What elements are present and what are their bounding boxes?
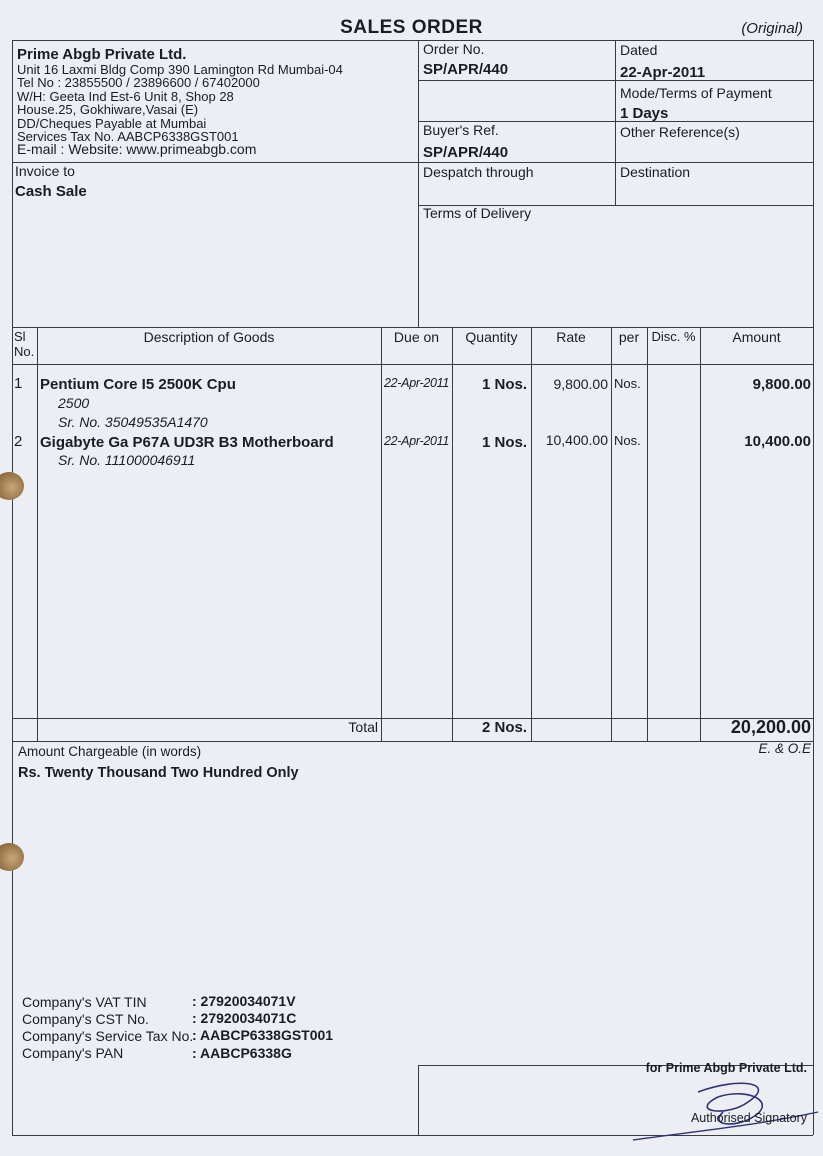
destination-label: Destination bbox=[620, 164, 691, 180]
buyers-ref-label: Buyer's Ref. bbox=[423, 122, 499, 138]
authorised-signatory: Authorised Signatory bbox=[690, 1111, 807, 1125]
tax-value-vat: : 27920034071V bbox=[192, 993, 296, 1009]
copy-type: (Original) bbox=[741, 20, 803, 37]
row-sl: 2 bbox=[14, 433, 23, 450]
row-quantity: 1 Nos. bbox=[481, 434, 527, 451]
col-due-on-header: Due on bbox=[393, 329, 440, 345]
eoe-label: E. & O.E bbox=[758, 741, 811, 756]
col-sl-line1: Sl bbox=[14, 329, 26, 344]
col-description-header: Description of Goods bbox=[143, 329, 275, 345]
tax-value-service: : AABCP6338GST001 bbox=[192, 1027, 334, 1043]
tax-label-vat: Company's VAT TIN bbox=[22, 994, 147, 1010]
seller-address bbox=[17, 63, 343, 157]
mode-value: 1 Days bbox=[620, 105, 669, 122]
seller-name: Prime Abgb Private Ltd. bbox=[17, 46, 187, 63]
col-rate-header: Rate bbox=[556, 329, 586, 345]
document-title: SALES ORDER bbox=[340, 17, 483, 38]
order-no-label: Order No. bbox=[423, 41, 485, 57]
invoice-to-value: Cash Sale bbox=[15, 183, 87, 200]
mode-label: Mode/Terms of Payment bbox=[620, 85, 772, 101]
row-quantity: 1 Nos. bbox=[481, 376, 527, 393]
col-amount-header: Amount bbox=[732, 329, 781, 345]
total-label: Total bbox=[348, 719, 378, 735]
words-label: Amount Chargeable (in words) bbox=[18, 744, 202, 759]
punch-hole-icon bbox=[0, 843, 24, 871]
punch-hole-icon bbox=[0, 472, 24, 500]
words-value: Rs. Twenty Thousand Two Hundred Only bbox=[18, 765, 299, 781]
seller-address-line: Tel No : 23855500 / 23896600 / 67402000 bbox=[17, 75, 260, 91]
col-sl-line2: No. bbox=[14, 344, 35, 359]
dated-value: 22-Apr-2011 bbox=[620, 64, 706, 81]
row-item-sub: 2500 bbox=[58, 395, 90, 411]
row-due-on: 22-Apr-2011 bbox=[384, 376, 450, 390]
seller-address-line: House.25, Gokhiware,Vasai (E) bbox=[17, 102, 199, 118]
signature-for-label: for Prime Abgb Private Ltd. bbox=[645, 1061, 807, 1075]
terms-label: Terms of Delivery bbox=[423, 205, 532, 221]
despatch-label: Despatch through bbox=[423, 164, 534, 180]
row-rate: 9,800.00 bbox=[553, 376, 608, 392]
row-item-serial: Sr. No. 35049535A1470 bbox=[58, 414, 208, 430]
tax-label-cst: Company's CST No. bbox=[22, 1011, 149, 1027]
other-ref-label: Other Reference(s) bbox=[620, 124, 740, 140]
row-amount: 9,800.00 bbox=[752, 376, 811, 393]
buyers-ref-value: SP/APR/440 bbox=[423, 144, 509, 161]
seller-address-line: Unit 16 Laxmi Bldg Comp 390 Lamington Rd Mumbai-04 bbox=[17, 62, 343, 77]
tax-label-pan: Company's PAN bbox=[22, 1045, 124, 1061]
signature-scribble-icon bbox=[628, 1072, 823, 1142]
col-quantity-header: Quantity bbox=[465, 329, 518, 345]
row-sl: 1 bbox=[14, 375, 23, 392]
order-no-value: SP/APR/440 bbox=[423, 61, 509, 78]
seller-address-line: DD/Cheques Payable at Mumbai bbox=[17, 115, 207, 131]
total-amount: 20,200.00 bbox=[730, 717, 811, 737]
tax-value-pan: : AABCP6338G bbox=[192, 1045, 292, 1061]
col-disc-header: Disc. % bbox=[651, 329, 696, 344]
row-item-name: Pentium Core I5 2500K Cpu bbox=[40, 376, 236, 393]
seller-address-line: W/H: Geeta Ind Est-6 Unit 8, Shop 28 bbox=[17, 88, 234, 104]
tax-label-service: Company's Service Tax No. bbox=[22, 1028, 194, 1044]
seller-address-line: Services Tax No. AABCP6338GST001 bbox=[17, 129, 239, 145]
col-sl-header bbox=[14, 329, 34, 359]
row-item-serial: Sr. No. 111000046911 bbox=[58, 452, 196, 468]
row-due-on: 22-Apr-2011 bbox=[384, 434, 450, 448]
dated-label: Dated bbox=[620, 42, 658, 58]
seller-address-line: E-mail : Website: www.primeabgb.com bbox=[17, 141, 257, 158]
row-per: Nos. bbox=[614, 433, 641, 448]
invoice-to-label: Invoice to bbox=[15, 163, 75, 179]
tax-value-cst: : 27920034071C bbox=[192, 1010, 297, 1026]
row-item-name: Gigabyte Ga P67A UD3R B3 Motherboard bbox=[40, 434, 334, 451]
row-per: Nos. bbox=[614, 376, 641, 391]
row-amount: 10,400.00 bbox=[744, 433, 811, 450]
total-quantity: 2 Nos. bbox=[481, 719, 527, 736]
col-per-header: per bbox=[618, 329, 640, 345]
row-rate: 10,400.00 bbox=[545, 432, 608, 448]
